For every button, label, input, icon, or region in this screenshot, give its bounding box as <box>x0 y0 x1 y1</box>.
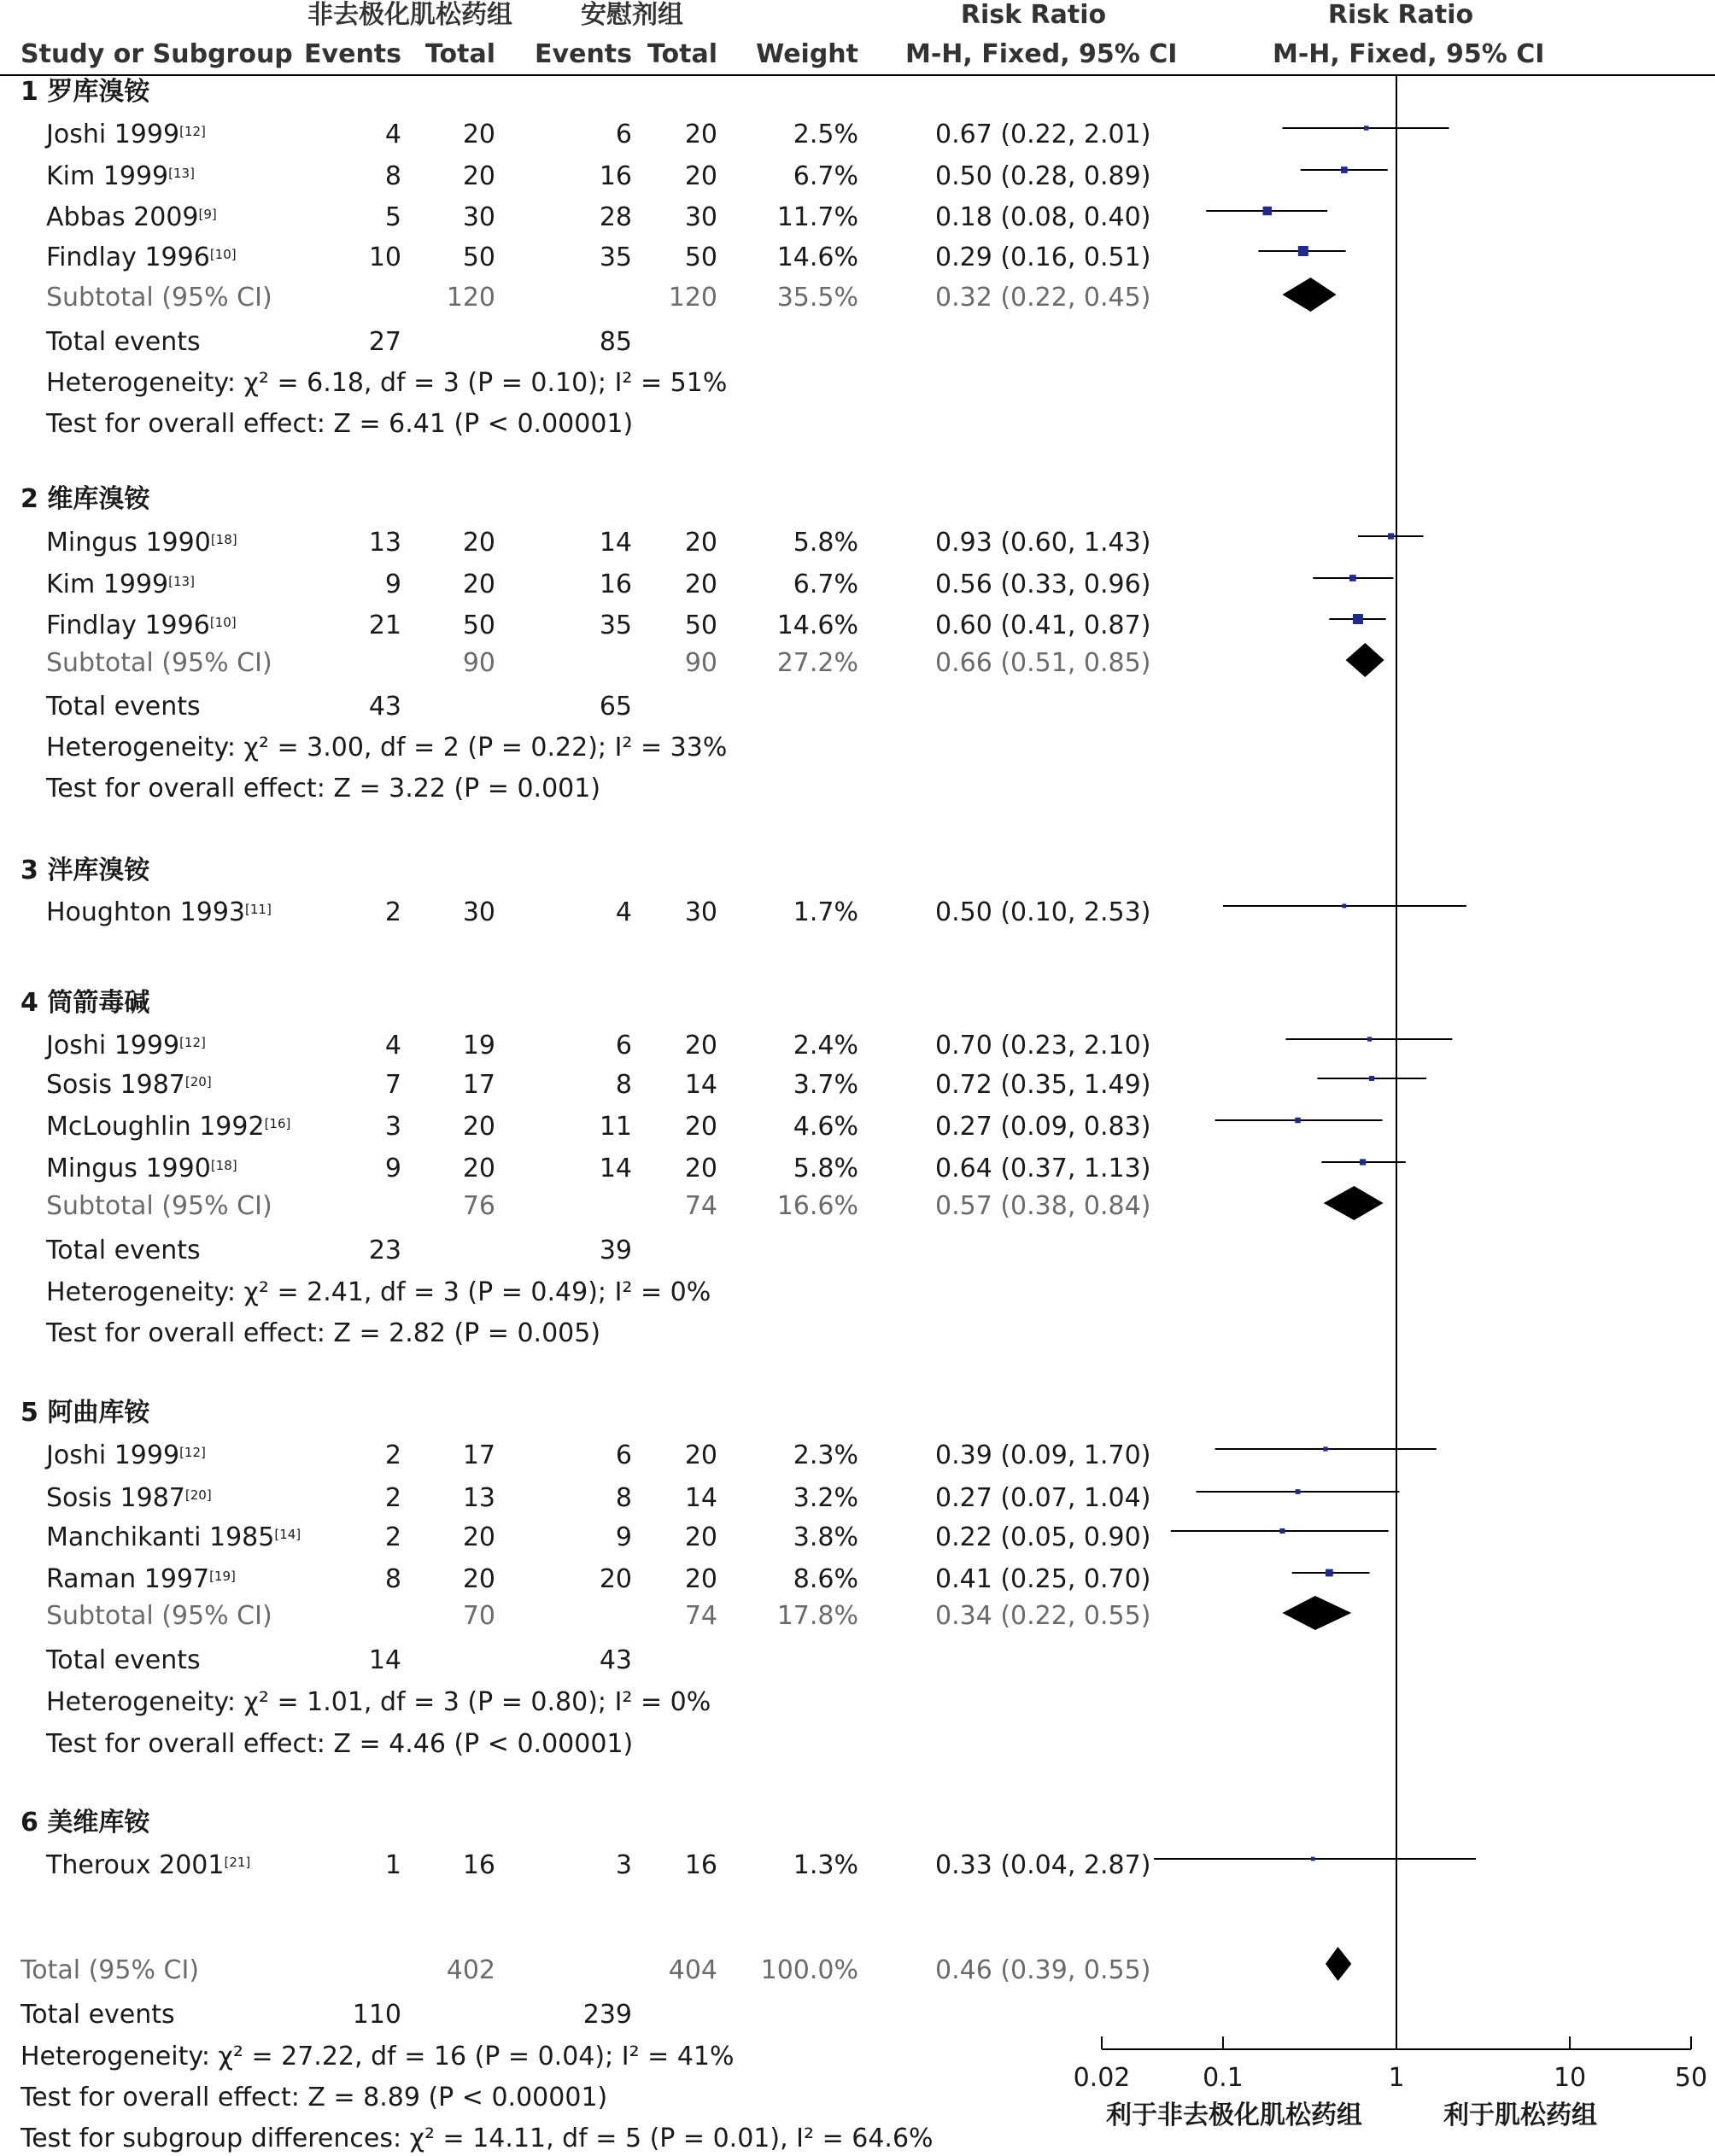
reference-superscript: [10] <box>209 247 237 262</box>
grand-total-events1: 110 <box>352 2000 401 2030</box>
study-events2: 20 <box>599 1564 632 1594</box>
study-events1: 10 <box>368 242 401 272</box>
study-weight: 1.7% <box>793 897 858 927</box>
study-total2: 20 <box>684 1564 717 1594</box>
reference-superscript: [11] <box>245 902 272 917</box>
reference-superscript: [16] <box>264 1116 291 1131</box>
total-events-label: Total events <box>46 1236 201 1265</box>
study-name: Findlay 1996[10] <box>46 611 237 640</box>
events2-header: Events <box>535 39 632 69</box>
study-marker <box>1360 1159 1366 1165</box>
study-weight: 3.8% <box>793 1522 858 1552</box>
study-marker <box>1296 1489 1301 1494</box>
study-name: Joshi 1999[12] <box>46 120 206 149</box>
study-ci: 0.33 (0.04, 2.87) <box>935 1850 1151 1880</box>
study-weight: 3.2% <box>793 1483 858 1513</box>
study-total1: 17 <box>462 1440 495 1470</box>
study-ci: 0.60 (0.41, 0.87) <box>935 611 1151 640</box>
weight-header: Weight <box>756 39 858 69</box>
x-tick-label: 1 <box>1388 2063 1405 2093</box>
study-total1: 20 <box>462 570 495 599</box>
subtotal-diamond <box>1346 643 1384 677</box>
x-tick-label: 50 <box>1674 2063 1708 2093</box>
study-weight: 3.7% <box>793 1070 858 1100</box>
study-total2: 30 <box>684 897 717 927</box>
heterogeneity-text: Heterogeneity: χ² = 6.18, df = 3 (P = 0.10); I² = 51% <box>46 368 728 398</box>
subtotal-total2: 74 <box>684 1191 717 1221</box>
study-weight: 8.6% <box>793 1564 858 1594</box>
study-total1: 50 <box>462 611 495 640</box>
subtotal-label: Subtotal (95% CI) <box>46 1191 272 1221</box>
study-total1: 17 <box>462 1070 495 1100</box>
study-total1: 30 <box>462 202 495 232</box>
study-weight: 6.7% <box>793 161 858 191</box>
study-events1: 5 <box>384 202 401 232</box>
reference-superscript: [12] <box>179 124 206 139</box>
study-total2: 20 <box>684 1440 717 1470</box>
study-events2: 8 <box>615 1070 632 1100</box>
study-ci: 0.50 (0.28, 0.89) <box>935 161 1151 191</box>
study-ci: 0.29 (0.16, 0.51) <box>935 242 1151 272</box>
study-events2: 35 <box>599 611 632 640</box>
study-ci: 0.41 (0.25, 0.70) <box>935 1564 1151 1594</box>
total1-header: Total <box>425 39 495 69</box>
subtotal-weight: 35.5% <box>776 283 858 313</box>
group2-header: 安慰剂组 <box>581 0 683 30</box>
study-events2: 14 <box>599 528 632 558</box>
study-name: Raman 1997[19] <box>46 1564 236 1594</box>
reference-superscript: [12] <box>179 1445 206 1460</box>
study-marker <box>1367 1037 1372 1041</box>
study-ci: 0.64 (0.37, 1.13) <box>935 1154 1151 1183</box>
study-marker <box>1342 904 1346 909</box>
subtotal-total2: 74 <box>684 1601 717 1631</box>
total-events2: 65 <box>599 692 632 722</box>
study-name: Kim 1999[13] <box>46 161 195 191</box>
study-marker <box>1295 1118 1301 1124</box>
reference-superscript: [18] <box>210 532 237 547</box>
subtotal-total2: 90 <box>684 648 717 678</box>
study-events2: 4 <box>615 897 632 927</box>
subtotal-total1: 120 <box>446 283 495 313</box>
heterogeneity-text: Heterogeneity: χ² = 3.00, df = 2 (P = 0.22); I² = 33% <box>46 733 728 762</box>
study-total1: 20 <box>462 1112 495 1142</box>
study-total2: 16 <box>684 1850 717 1880</box>
study-events1: 21 <box>368 611 401 640</box>
study-total1: 19 <box>462 1031 495 1060</box>
overall-effect-text: Test for overall effect: Z = 4.46 (P < 0.00001) <box>46 1729 634 1759</box>
study-name: McLoughlin 1992[16] <box>46 1112 291 1142</box>
study-events2: 14 <box>599 1154 632 1183</box>
study-total2: 14 <box>684 1070 717 1100</box>
study-weight: 14.6% <box>776 611 858 640</box>
study-total1: 20 <box>462 161 495 191</box>
total-events-label: Total events <box>46 1645 201 1675</box>
study-name: Mingus 1990[18] <box>46 1154 237 1183</box>
study-weight: 2.5% <box>793 120 858 149</box>
study-total1: 50 <box>462 242 495 272</box>
study-marker <box>1326 1569 1333 1577</box>
study-events1: 4 <box>384 1031 401 1060</box>
subtotal-label: Subtotal (95% CI) <box>46 283 272 313</box>
study-events1: 2 <box>384 1440 401 1470</box>
study-total2: 20 <box>684 1154 717 1183</box>
study-ci: 0.56 (0.33, 0.96) <box>935 570 1151 599</box>
study-events1: 2 <box>384 897 401 927</box>
total-events2: 39 <box>599 1236 632 1265</box>
study-events2: 16 <box>599 161 632 191</box>
study-total2: 50 <box>684 242 717 272</box>
study-total1: 30 <box>462 897 495 927</box>
subtotal-weight: 27.2% <box>776 648 858 678</box>
x-tick-label: 0.1 <box>1203 2063 1244 2093</box>
study-marker <box>1311 1857 1315 1861</box>
reference-superscript: [19] <box>209 1569 236 1584</box>
study-ci: 0.27 (0.09, 0.83) <box>935 1112 1151 1142</box>
study-marker <box>1364 126 1368 130</box>
study-total1: 20 <box>462 120 495 149</box>
heterogeneity-text: Heterogeneity: χ² = 2.41, df = 3 (P = 0.49); I² = 0% <box>46 1277 711 1307</box>
study-name: Theroux 2001[21] <box>46 1850 251 1880</box>
subtotal-label: Subtotal (95% CI) <box>46 1601 272 1631</box>
study-marker <box>1388 533 1394 539</box>
study-events1: 8 <box>384 161 401 191</box>
subtotal-label: Subtotal (95% CI) <box>46 648 272 678</box>
study-weight: 4.6% <box>793 1112 858 1142</box>
x-tick-label: 0.02 <box>1073 2063 1131 2093</box>
subgroup-title: 1 罗库溴铵 <box>20 77 150 107</box>
study-name: Sosis 1987[20] <box>46 1483 212 1513</box>
study-name: Joshi 1999[12] <box>46 1031 206 1060</box>
reference-superscript: [20] <box>184 1074 212 1090</box>
total-events2: 85 <box>599 327 632 357</box>
total-events1: 27 <box>368 327 401 357</box>
study-name: Sosis 1987[20] <box>46 1070 212 1100</box>
reference-superscript: [9] <box>198 207 217 222</box>
study-events2: 28 <box>599 202 632 232</box>
subtotal-ci: 0.66 (0.51, 0.85) <box>935 648 1151 678</box>
total-events1: 14 <box>368 1645 401 1675</box>
study-events2: 6 <box>615 120 632 149</box>
total-events1: 43 <box>368 692 401 722</box>
study-weight: 5.8% <box>793 1154 858 1183</box>
total-events1: 23 <box>368 1236 401 1265</box>
study-total1: 16 <box>462 1850 495 1880</box>
study-total2: 30 <box>684 202 717 232</box>
reference-superscript: [20] <box>184 1487 212 1503</box>
study-events1: 2 <box>384 1522 401 1552</box>
total-weight: 100.0% <box>760 1955 858 1985</box>
reference-superscript: [13] <box>168 166 195 181</box>
study-total2: 50 <box>684 611 717 640</box>
study-weight: 5.8% <box>793 528 858 558</box>
subgroup-title: 5 阿曲库铵 <box>20 1398 150 1428</box>
total-total2: 404 <box>668 1955 717 1985</box>
total-diamond <box>1326 1947 1351 1981</box>
total-ci: 0.46 (0.39, 0.55) <box>935 1955 1151 1985</box>
reference-superscript: [14] <box>274 1527 301 1542</box>
study-total1: 20 <box>462 1154 495 1183</box>
study-total2: 20 <box>684 1031 717 1060</box>
subtotal-diamond <box>1282 1596 1351 1630</box>
x-tick-label: 10 <box>1553 2063 1587 2093</box>
study-events1: 13 <box>368 528 401 558</box>
study-total2: 20 <box>684 528 717 558</box>
total-label: Total (95% CI) <box>20 1955 200 1985</box>
study-header: Study or Subgroup <box>20 39 293 69</box>
total-events-label: Total events <box>46 692 201 722</box>
subtotal-weight: 16.6% <box>776 1191 858 1221</box>
study-weight: 6.7% <box>793 570 858 599</box>
study-weight: 11.7% <box>776 202 858 232</box>
study-total2: 20 <box>684 120 717 149</box>
study-events2: 8 <box>615 1483 632 1513</box>
subtotal-ci: 0.32 (0.22, 0.45) <box>935 283 1151 313</box>
study-total2: 20 <box>684 161 717 191</box>
study-weight: 1.3% <box>793 1850 858 1880</box>
study-events2: 6 <box>615 1440 632 1470</box>
subgroup-title: 2 维库溴铵 <box>20 484 150 514</box>
study-name: Joshi 1999[12] <box>46 1440 206 1470</box>
grand-total-events2: 239 <box>582 2000 632 2030</box>
study-events1: 9 <box>384 570 401 599</box>
study-name: Kim 1999[13] <box>46 570 195 599</box>
study-ci: 0.70 (0.23, 2.10) <box>935 1031 1151 1060</box>
study-ci: 0.39 (0.09, 1.70) <box>935 1440 1151 1470</box>
study-total2: 20 <box>684 1522 717 1552</box>
subtotal-weight: 17.8% <box>776 1601 858 1631</box>
grand-overall-effect-text: Test for overall effect: Z = 8.89 (P < 0.00001) <box>20 2083 608 2112</box>
study-marker <box>1323 1446 1327 1451</box>
overall-effect-text: Test for overall effect: Z = 6.41 (P < 0.00001) <box>46 409 634 439</box>
study-weight: 2.4% <box>793 1031 858 1060</box>
group1-header: 非去极化肌松药组 <box>307 0 512 30</box>
study-marker <box>1349 575 1356 581</box>
study-total1: 20 <box>462 1522 495 1552</box>
subtotal-total1: 76 <box>462 1191 495 1221</box>
study-events2: 6 <box>615 1031 632 1060</box>
total-events2: 43 <box>599 1645 632 1675</box>
study-events2: 9 <box>615 1522 632 1552</box>
study-marker <box>1263 207 1272 215</box>
study-total2: 20 <box>684 1112 717 1142</box>
subtotal-ci: 0.34 (0.22, 0.55) <box>935 1601 1151 1631</box>
study-events1: 1 <box>384 1850 401 1880</box>
rr-header: Risk Ratio <box>960 0 1107 30</box>
study-total2: 14 <box>684 1483 717 1513</box>
study-marker <box>1298 246 1308 256</box>
study-name: Houghton 1993[11] <box>46 897 272 927</box>
favours-right-label: 利于肌松药组 <box>1443 2100 1597 2130</box>
study-ci: 0.93 (0.60, 1.43) <box>935 528 1151 558</box>
study-ci: 0.50 (0.10, 2.53) <box>935 897 1151 927</box>
subgroup-differences-text: Test for subgroup differences: χ² = 14.11, df = 5 (P = 0.01), I² = 64.6% <box>20 2124 934 2153</box>
rr-plot-header: Risk Ratio <box>1327 0 1474 30</box>
study-events1: 3 <box>384 1112 401 1142</box>
study-events2: 16 <box>599 570 632 599</box>
study-events2: 11 <box>599 1112 632 1142</box>
study-name: Mingus 1990[18] <box>46 528 237 558</box>
study-name: Findlay 1996[10] <box>46 242 237 272</box>
reference-superscript: [13] <box>168 574 195 589</box>
study-total2: 20 <box>684 570 717 599</box>
grand-heterogeneity-text: Heterogeneity: χ² = 27.22, df = 16 (P = 0.04); I² = 41% <box>20 2042 735 2071</box>
study-ci: 0.22 (0.05, 0.90) <box>935 1522 1151 1552</box>
study-ci: 0.27 (0.07, 1.04) <box>935 1483 1151 1513</box>
heterogeneity-text: Heterogeneity: χ² = 1.01, df = 3 (P = 0.80); I² = 0% <box>46 1687 711 1717</box>
study-ci: 0.18 (0.08, 0.40) <box>935 202 1151 232</box>
subtotal-total2: 120 <box>668 283 717 313</box>
overall-effect-text: Test for overall effect: Z = 3.22 (P = 0.001) <box>46 774 601 803</box>
subtotal-diamond <box>1282 278 1336 312</box>
reference-superscript: [12] <box>179 1035 206 1050</box>
reference-superscript: [10] <box>209 615 237 630</box>
study-events1: 7 <box>384 1070 401 1100</box>
subtotal-total1: 90 <box>462 648 495 678</box>
study-weight: 2.3% <box>793 1440 858 1470</box>
study-marker <box>1341 167 1348 173</box>
events1-header: Events <box>304 39 401 69</box>
subgroup-title: 6 美维库铵 <box>20 1808 150 1838</box>
study-ci: 0.72 (0.35, 1.49) <box>935 1070 1151 1100</box>
study-marker <box>1279 1528 1285 1534</box>
subgroup-title: 3 泮库溴铵 <box>20 856 150 885</box>
study-total1: 20 <box>462 528 495 558</box>
study-events1: 2 <box>384 1483 401 1513</box>
total2-header: Total <box>647 39 717 69</box>
total-total1: 402 <box>446 1955 495 1985</box>
study-name: Abbas 2009[9] <box>46 202 217 232</box>
study-events1: 9 <box>384 1154 401 1183</box>
study-marker <box>1353 614 1363 624</box>
overall-effect-text: Test for overall effect: Z = 2.82 (P = 0.005) <box>46 1318 601 1348</box>
grand-total-events-label: Total events <box>20 2000 175 2030</box>
study-events1: 4 <box>384 120 401 149</box>
study-events2: 3 <box>615 1850 632 1880</box>
rr-plot-method-header: M-H, Fixed, 95% CI <box>1273 39 1545 69</box>
rr-method-header: M-H, Fixed, 95% CI <box>905 39 1178 69</box>
study-events2: 35 <box>599 242 632 272</box>
subtotal-ci: 0.57 (0.38, 0.84) <box>935 1191 1151 1221</box>
study-total1: 13 <box>462 1483 495 1513</box>
study-events1: 8 <box>384 1564 401 1594</box>
subtotal-total1: 70 <box>462 1601 495 1631</box>
study-total1: 20 <box>462 1564 495 1594</box>
total-events-label: Total events <box>46 327 201 357</box>
reference-superscript: [18] <box>210 1158 237 1173</box>
study-ci: 0.67 (0.22, 2.01) <box>935 120 1151 149</box>
study-name: Manchikanti 1985[14] <box>46 1522 301 1552</box>
favours-left-label: 利于非去极化肌松药组 <box>1106 2100 1362 2130</box>
subtotal-diamond <box>1324 1186 1384 1220</box>
study-weight: 14.6% <box>776 242 858 272</box>
reference-superscript: [21] <box>224 1855 251 1870</box>
study-marker <box>1369 1076 1374 1081</box>
subgroup-title: 4 筒箭毒碱 <box>20 988 150 1018</box>
